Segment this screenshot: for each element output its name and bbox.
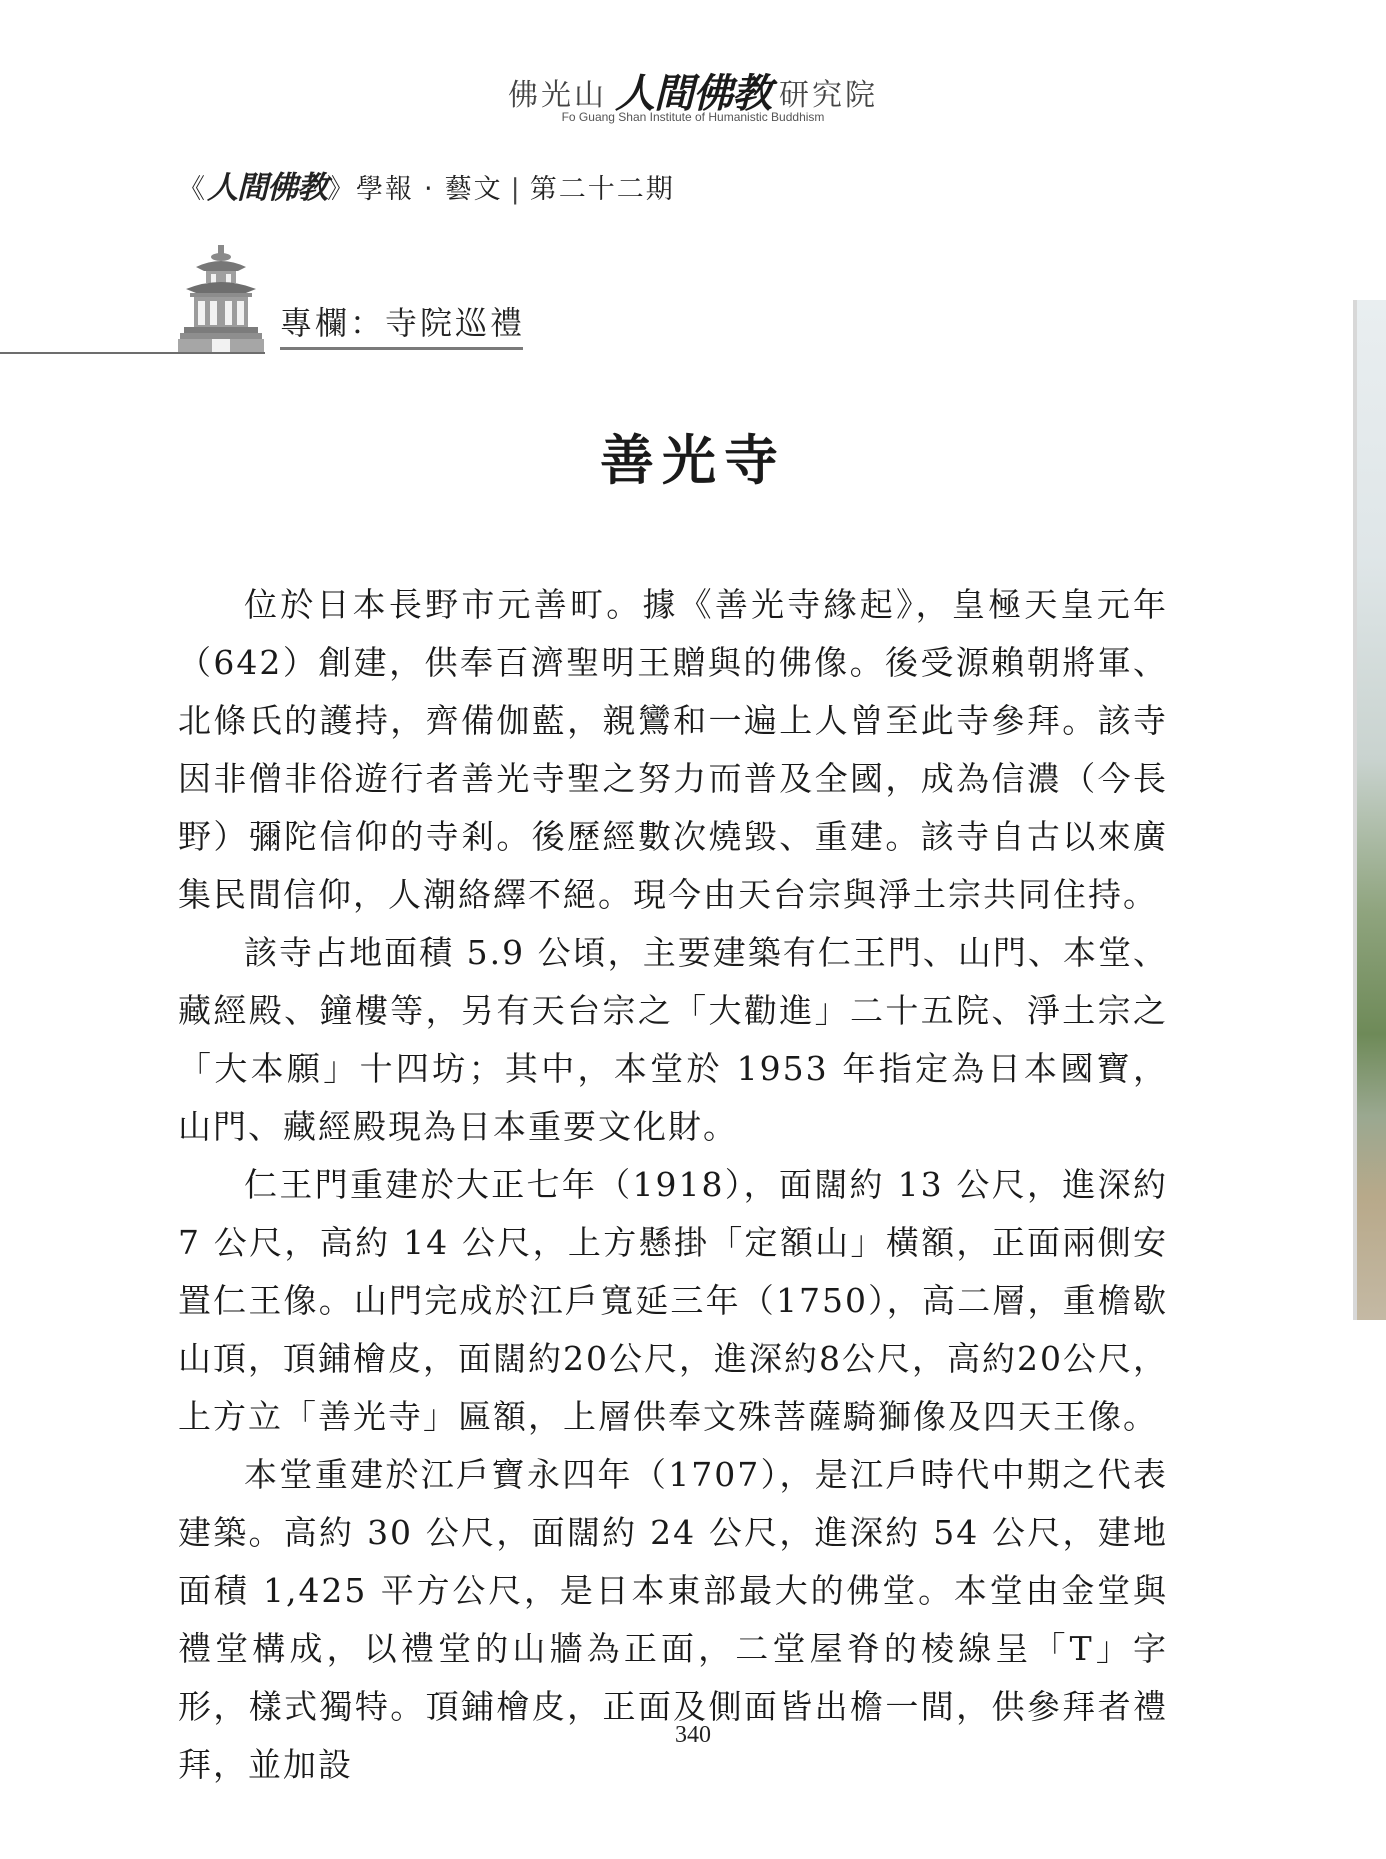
journal-close-bracket: 》 <box>327 174 356 205</box>
institute-calligraphy: 人間佛教 <box>615 70 771 117</box>
page-number: 340 <box>675 1722 711 1748</box>
article-title: 善光寺 <box>600 428 786 492</box>
journal-name: 學報 <box>356 174 414 205</box>
journal-section: 藝文 <box>444 174 503 205</box>
pagoda-icon <box>178 245 264 353</box>
temple-photo-edge <box>1357 300 1386 1320</box>
journal-separator: ‧ <box>424 174 435 205</box>
article-paragraph-1: 位於日本長野市元善町。據《善光寺緣起》，皇極天皇元年（642）創建，供奉百濟聖明王贈與的佛像。後受源賴朝將軍、北條氏的護持，齊備伽藍，親鸞和一遍上人曾至此寺參拜。該寺因非僧非俗遊行者善光寺聖之努力而普及全國，成為信濃（今長野）彌陀信仰的寺剎。後歷經數次燒毀、重建。該寺自古以來廣集民間信仰，人潮絡繹不絕。現今由天台宗與淨土宗共同住持。 <box>178 585 1168 914</box>
article-paragraph-3: 仁王門重建於大正七年（1918），面闊約 13 公尺，進深約 7 公尺，高約 14 公尺，上方懸掛「定額山」橫額，正面兩側安置仁王像。山門完成於江戶寬延三年（1750），高二層，重檐歇山頂，頂鋪檜皮，面闊約20公尺，進深約8公尺，高約20公尺，上方立「善光寺」匾額，上層供奉文殊菩薩騎獅像及四天王像。 <box>178 1165 1168 1436</box>
journal-running-header <box>178 162 675 207</box>
institute-prefix: 佛光山 <box>508 78 607 113</box>
journal-bar: | <box>510 174 522 205</box>
institute-english-name: Fo Guang Shan Institute of Humanistic Buddhism <box>561 110 825 124</box>
journal-calligraphy: 人間佛教 <box>207 170 327 206</box>
column-title-underline <box>280 347 523 350</box>
article-paragraph-2: 該寺占地面積 5.9 公頃，主要建築有仁王門、山門、本堂、藏經殿、鐘樓等，另有天台宗之「大勸進」二十五院、淨土宗之「大本願」十四坊；其中，本堂於 1953 年指定為日本國寶，山門、藏經殿現為日本重要文化財。 <box>178 933 1168 1146</box>
banner-divider <box>0 352 265 354</box>
column-title: 專欄：寺院巡禮 <box>280 304 526 342</box>
journal-open-bracket: 《 <box>178 174 207 205</box>
article-paragraph-4: 本堂重建於江戶寶永四年（1707），是江戶時代中期之代表建築。高約 30 公尺，面闊約 24 公尺，進深約 54 公尺，建地面積 1,425 平方公尺，是日本東部最大的佛堂。本堂由金堂與禮堂構成，以禮堂的山牆為正面，二堂屋脊的棱線呈「T」字形，樣式獨特。頂鋪檜皮，正面及側面皆出檐一間，供參拜者禮拜，並加設 <box>178 1455 1168 1784</box>
institute-suffix: 研究院 <box>779 78 878 113</box>
journal-issue: 第二十二期 <box>529 174 675 205</box>
article-body <box>178 576 1168 1794</box>
